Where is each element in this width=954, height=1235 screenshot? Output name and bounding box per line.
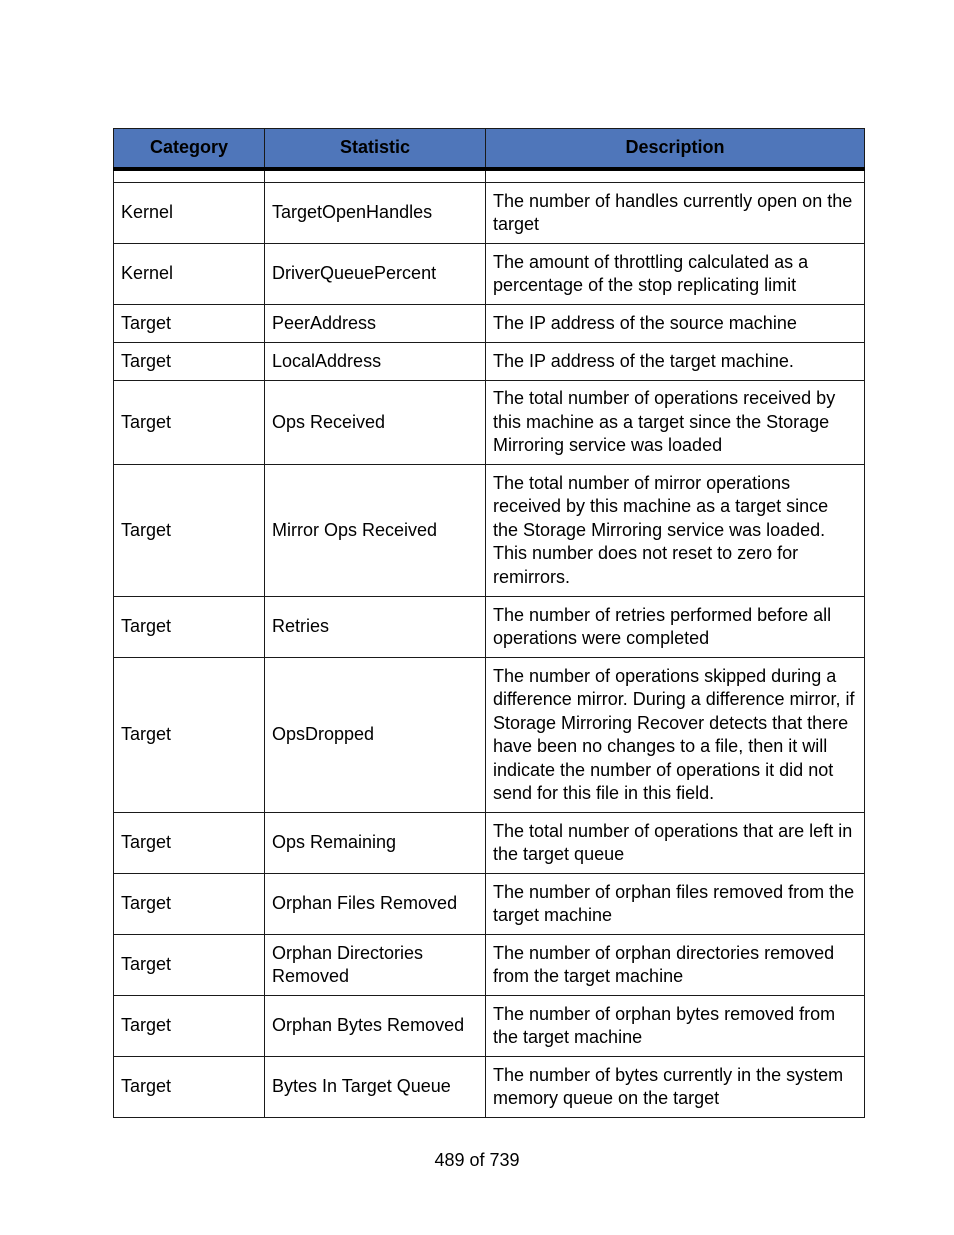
table-row	[114, 1057, 865, 1118]
table-row	[114, 597, 865, 658]
table-header-row	[114, 129, 865, 170]
description-cell: The number of retries performed before all operations were completed	[486, 597, 865, 658]
table-row	[114, 935, 865, 996]
table-row	[114, 996, 865, 1057]
statistic-cell: OpsDropped	[265, 658, 486, 813]
statistic-cell: Orphan Files Removed	[265, 874, 486, 935]
table-row	[114, 465, 865, 597]
separator-cell	[114, 169, 265, 183]
column-header-statistic: Statistic	[265, 129, 486, 170]
category-cell: Target	[114, 305, 265, 343]
description-cell: The number of orphan directories removed from the target machine	[486, 935, 865, 996]
page-number: 489 of 739	[434, 1150, 520, 1170]
category-cell: Kernel	[114, 244, 265, 305]
table-row	[114, 183, 865, 244]
category-cell: Target	[114, 465, 265, 597]
column-header-description: Description	[486, 129, 865, 170]
statistic-cell: PeerAddress	[265, 305, 486, 343]
category-cell: Target	[114, 343, 265, 381]
table-header	[114, 129, 865, 170]
category-cell: Target	[114, 813, 265, 874]
table-row	[114, 874, 865, 935]
description-cell: The number of bytes currently in the system memory queue on the target	[486, 1057, 865, 1118]
table-row	[114, 381, 865, 465]
table-row	[114, 658, 865, 813]
table-body	[114, 169, 865, 1118]
description-cell: The number of handles currently open on the target	[486, 183, 865, 244]
category-cell: Target	[114, 381, 265, 465]
statistic-cell: Orphan Bytes Removed	[265, 996, 486, 1057]
separator-cell	[265, 169, 486, 183]
statistic-cell: Mirror Ops Received	[265, 465, 486, 597]
description-cell: The IP address of the target machine.	[486, 343, 865, 381]
description-cell: The number of operations skipped during a difference mirror. During a difference mirror, if Storage Mirroring Recover detects that there have been no changes to a file, then it will indicate the number of operations it did not send for this file in this field.	[486, 658, 865, 813]
category-cell: Target	[114, 996, 265, 1057]
statistic-cell: Bytes In Target Queue	[265, 1057, 486, 1118]
table-row	[114, 343, 865, 381]
table-row	[114, 305, 865, 343]
description-cell: The IP address of the source machine	[486, 305, 865, 343]
description-cell: The total number of mirror operations received by this machine as a target since the Storage Mirroring service was loaded. This number does not reset to zero for remirrors.	[486, 465, 865, 597]
category-cell: Target	[114, 935, 265, 996]
description-cell: The amount of throttling calculated as a percentage of the stop replicating limit	[486, 244, 865, 305]
separator-cell	[486, 169, 865, 183]
statistics-table	[113, 128, 865, 1118]
category-cell: Target	[114, 658, 265, 813]
column-header-category: Category	[114, 129, 265, 170]
description-cell: The number of orphan bytes removed from the target machine	[486, 996, 865, 1057]
description-cell: The total number of operations that are left in the target queue	[486, 813, 865, 874]
category-cell: Target	[114, 1057, 265, 1118]
category-cell: Kernel	[114, 183, 265, 244]
description-cell: The number of orphan files removed from the target machine	[486, 874, 865, 935]
category-cell: Target	[114, 874, 265, 935]
statistic-cell: TargetOpenHandles	[265, 183, 486, 244]
statistics-table-container	[113, 128, 864, 1118]
table-row	[114, 813, 865, 874]
table-row	[114, 244, 865, 305]
description-cell: The total number of operations received by this machine as a target since the Storage Mirroring service was loaded	[486, 381, 865, 465]
statistic-cell: DriverQueuePercent	[265, 244, 486, 305]
category-cell: Target	[114, 597, 265, 658]
statistic-cell: Ops Received	[265, 381, 486, 465]
statistic-cell: LocalAddress	[265, 343, 486, 381]
statistic-cell: Ops Remaining	[265, 813, 486, 874]
statistic-cell: Orphan Directories Removed	[265, 935, 486, 996]
statistic-cell: Retries	[265, 597, 486, 658]
header-separator-row	[114, 169, 865, 183]
